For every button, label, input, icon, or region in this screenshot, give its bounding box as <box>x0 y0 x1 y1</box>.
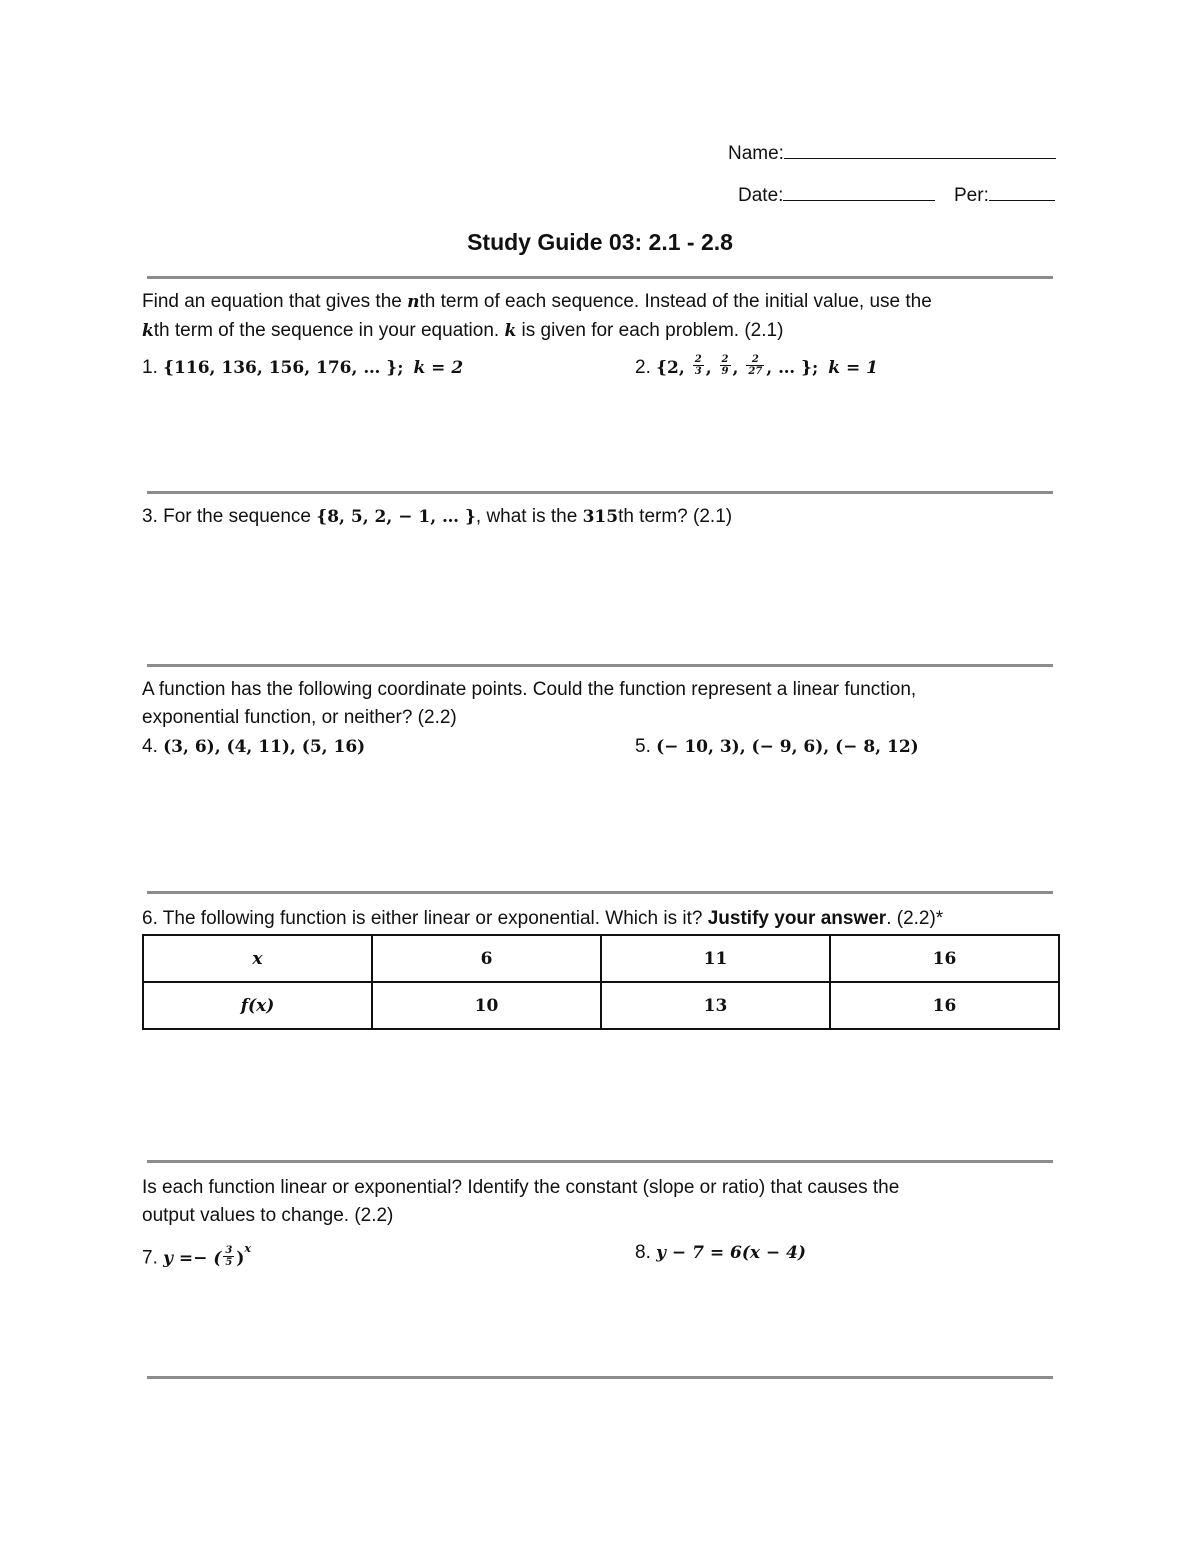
divider <box>147 1376 1053 1379</box>
divider <box>147 664 1053 667</box>
section5-instructions-line1: Is each function linear or exponential? Identify the constant (slope or ratio) that causes the <box>142 1177 900 1198</box>
period-label: Per: <box>954 185 989 206</box>
page-title: Study Guide 03: 2.1 - 2.8 <box>467 229 733 255</box>
section5-instructions-line2: output values to change. (2.2) <box>142 1205 394 1226</box>
section3-instructions-line2: exponential function, or neither? (2.2) <box>142 707 457 728</box>
function-table <box>142 934 1060 1030</box>
fraction: $\frac{3}{5}$ <box>225 1244 233 1268</box>
question-1: 1. {116, 136, 156, 176, … }; k = 2 <box>142 357 464 378</box>
section3-instructions-line1: A function has the following coordinate points. Could the function represent a linear function, <box>142 679 917 700</box>
sequence: {8, 5, 2, − 1, … } <box>316 507 476 527</box>
equation-lhs: y =− ( <box>163 1248 222 1269</box>
table-cell: 13 <box>601 982 830 1029</box>
name-field <box>728 140 1056 168</box>
emphasis: Justify your answer <box>707 908 887 929</box>
table-cell: 10 <box>372 982 601 1029</box>
divider <box>147 276 1053 279</box>
period-blank[interactable] <box>989 200 1055 201</box>
question-3: 3. For the sequence {8, 5, 2, − 1, … }, what is the 315th term? (2.1) <box>142 506 733 527</box>
name-label: Name: <box>728 143 784 164</box>
question-7: 7. y =− ( $\frac{3}{5}$ )$^x$ <box>142 1242 251 1269</box>
question-5: 5. (− 10, 3), (− 9, 6), (− 8, 12) <box>635 736 919 757</box>
table-cell: 6 <box>372 935 601 982</box>
fraction: $\frac{2}{9}$ <box>721 354 729 378</box>
var-k: k <box>142 321 154 341</box>
var-k: k <box>504 321 517 341</box>
name-blank[interactable] <box>784 158 1056 159</box>
question-2: 2. {2, $\frac{2}{3}$ , $\frac{2}{9}$ , $\frac{2}{27}$ , … }; k = 1 <box>635 354 878 378</box>
question-8: 8. y − 7 = 6(x − 4) <box>635 1242 806 1263</box>
exponent: x <box>244 1242 251 1255</box>
date-blank[interactable] <box>783 200 935 201</box>
term-index: 315 <box>582 507 619 527</box>
fraction: $\frac{2}{3}$ <box>694 354 702 378</box>
date-label: Date: <box>738 185 784 206</box>
k-value: k = 2 <box>413 358 464 378</box>
coordinate-points: (3, 6), (4, 11), (5, 16) <box>163 737 366 757</box>
table-cell: 16 <box>830 982 1059 1029</box>
section1-instructions-line2: kth term of the sequence in your equation. k is given for each problem. (2.1) <box>142 320 784 341</box>
divider <box>147 491 1053 494</box>
divider <box>147 891 1053 894</box>
table-cell: x <box>143 935 372 982</box>
section1-instructions-line1: Find an equation that gives the nth term of each sequence. Instead of the initial value, use the <box>142 291 932 312</box>
table-cell: f(x) <box>143 982 372 1029</box>
question-4: 4. (3, 6), (4, 11), (5, 16) <box>142 736 366 757</box>
table-row <box>143 982 1059 1029</box>
table-cell: 11 <box>601 935 830 982</box>
sequence: {116, 136, 156, 176, … }; <box>163 358 404 378</box>
coordinate-points: (− 10, 3), (− 9, 6), (− 8, 12) <box>656 737 919 757</box>
var-n: n <box>407 292 420 312</box>
table-cell: 16 <box>830 935 1059 982</box>
equation: y − 7 = 6(x − 4) <box>656 1243 806 1263</box>
divider <box>147 1160 1053 1163</box>
table-row <box>143 935 1059 982</box>
period-field <box>954 182 1055 210</box>
date-field <box>738 182 935 210</box>
fraction: $\frac{2}{27}$ <box>748 354 763 378</box>
question-6: 6. The following function is either linear or exponential. Which is it? Justify your answer. (2.2)* <box>142 908 944 929</box>
k-value: k = 1 <box>828 358 878 378</box>
